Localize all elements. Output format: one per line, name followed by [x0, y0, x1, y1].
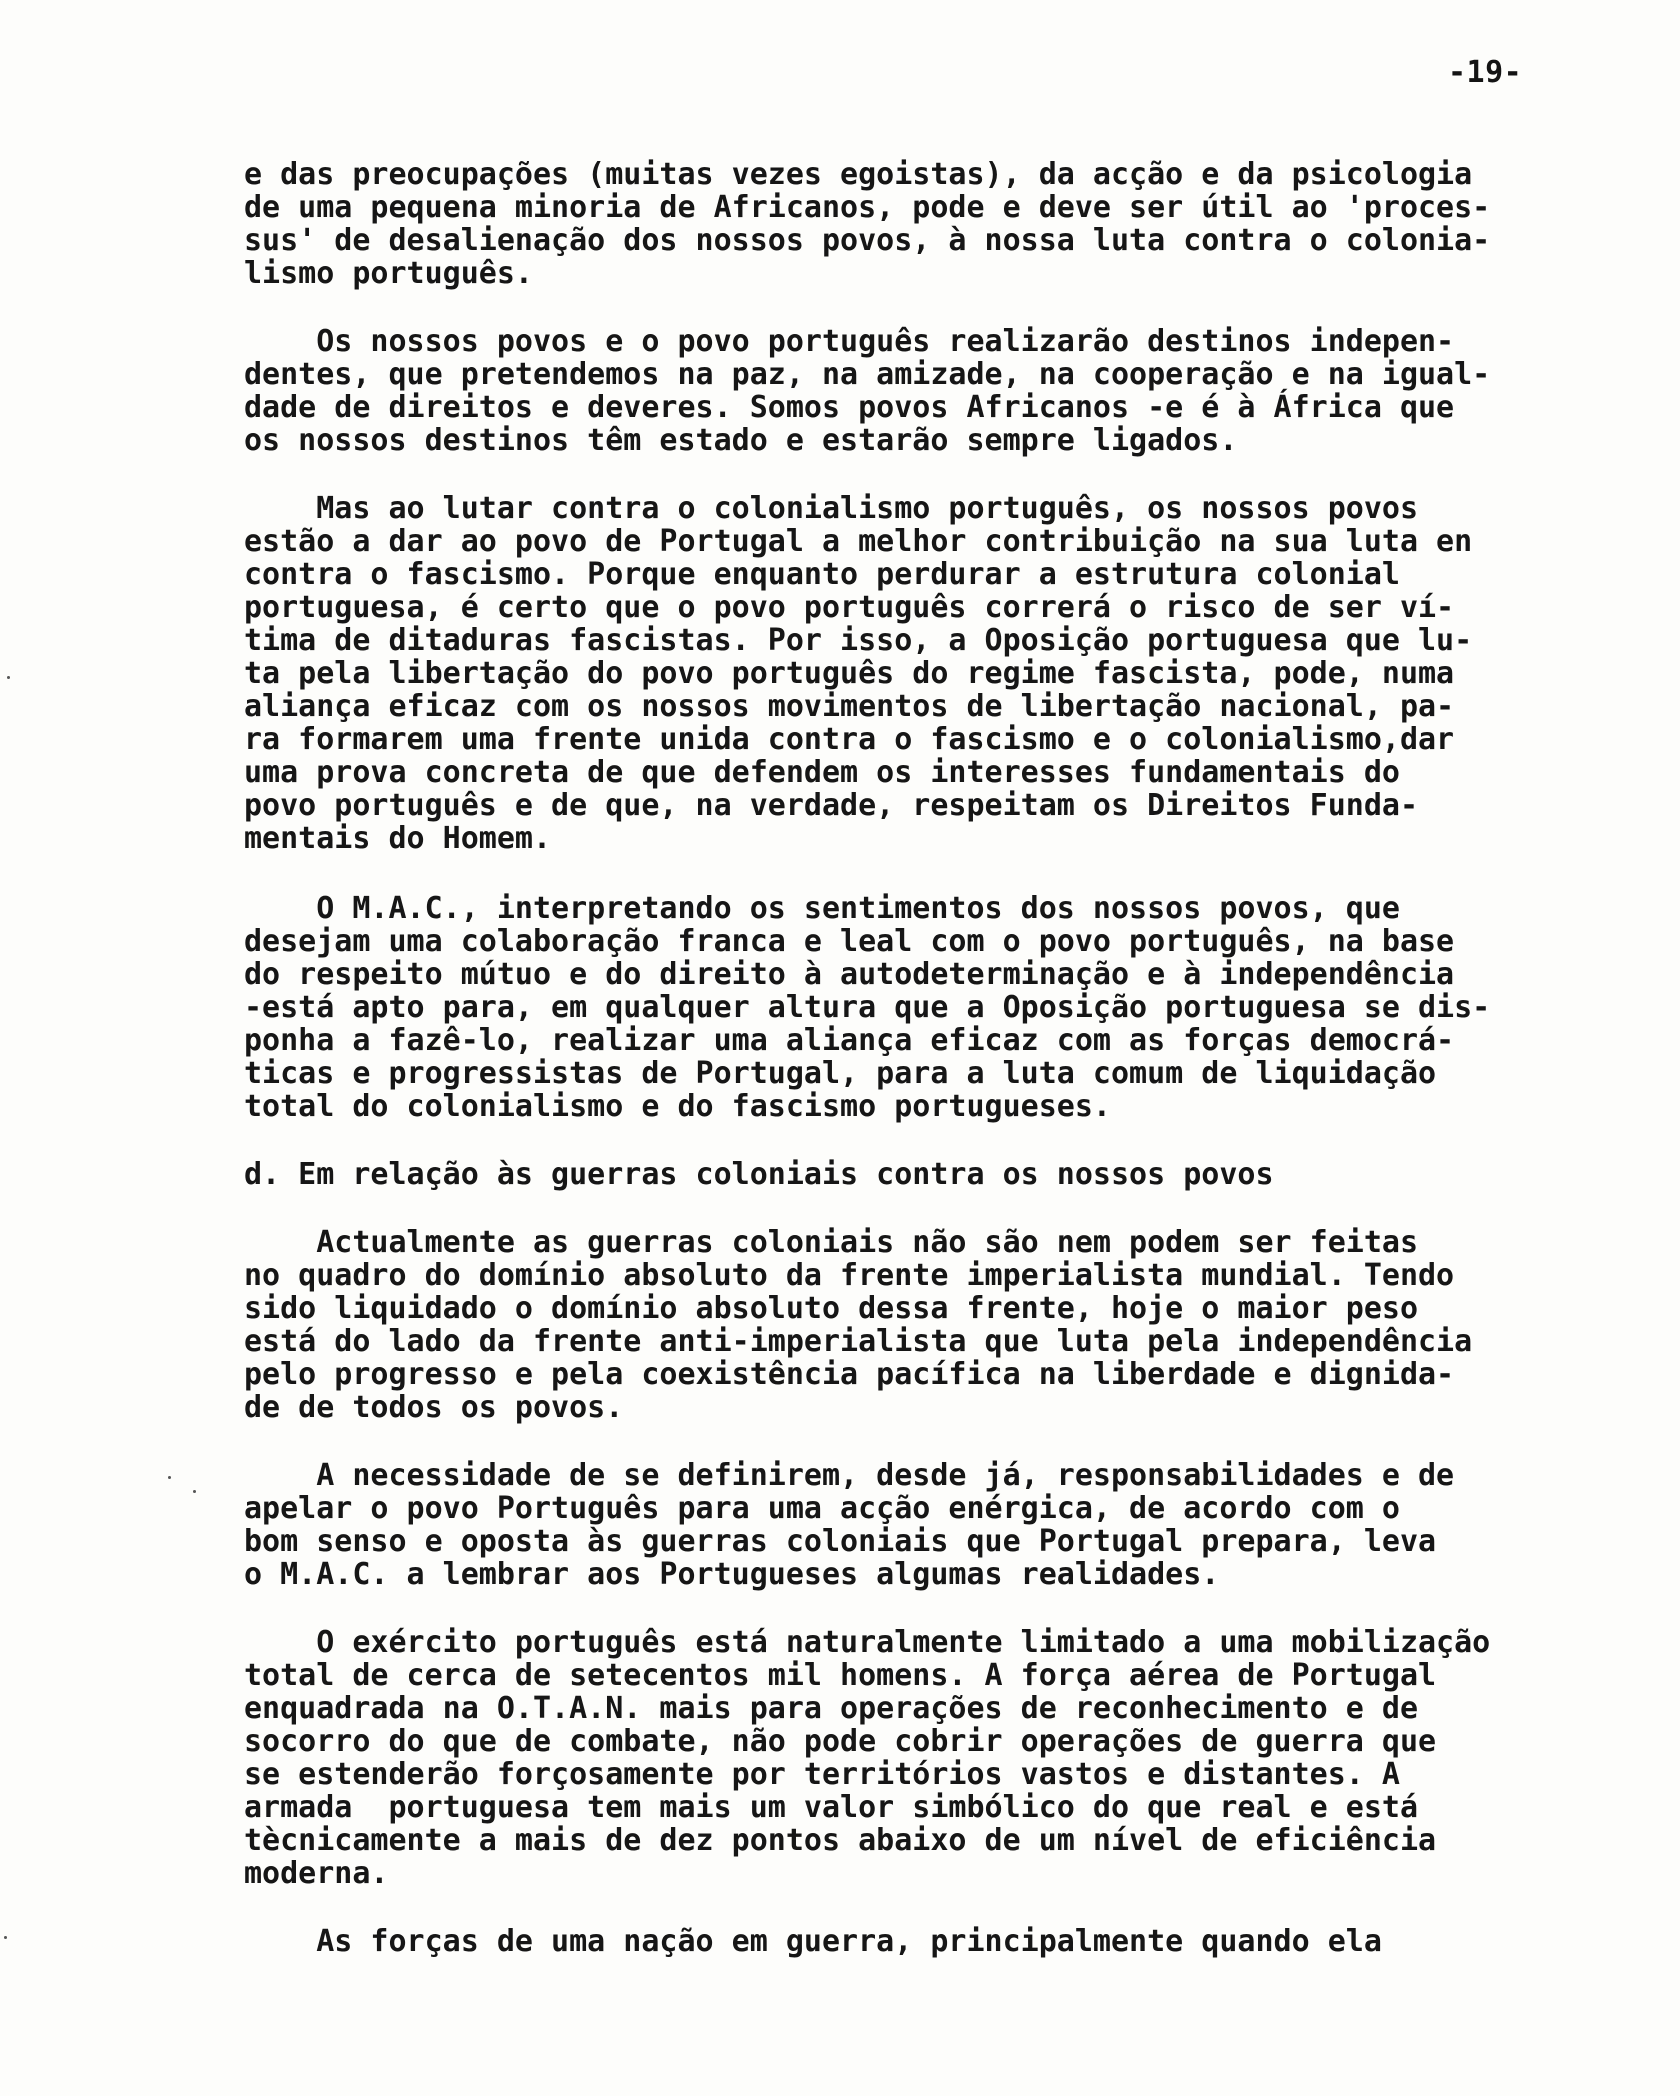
text-line: apelar o povo Português para uma acção enérgica, de acordo com o	[244, 1491, 1400, 1526]
text-line: contra o fascismo. Porque enquanto perdurar a estrutura colonial	[244, 557, 1400, 592]
text-line: estão a dar ao povo de Portugal a melhor contribuição na sua luta en	[244, 524, 1473, 559]
text-line: uma prova concreta de que defendem os interesses fundamentais do	[244, 755, 1400, 790]
text-line: total de cerca de setecentos mil homens. A força aérea de Portugal	[244, 1658, 1437, 1693]
text-line: de de todos os povos.	[244, 1390, 624, 1425]
text-line: Mas ao lutar contra o colonialismo português, os nossos povos	[244, 491, 1418, 526]
page-number: -19-	[1448, 55, 1523, 90]
text-line: dade de direitos e deveres. Somos povos Africanos -e é à África que	[244, 390, 1455, 425]
section-heading: d. Em relação às guerras coloniais contra os nossos povos	[244, 1157, 1274, 1192]
text-line: armada portuguesa tem mais um valor simbólico do que real e está	[244, 1790, 1418, 1825]
text-line: tima de ditaduras fascistas. Por isso, a Oposição portuguesa que lu-	[244, 623, 1473, 658]
text-line: pelo progresso e pela coexistência pacífica na liberdade e dignida-	[244, 1357, 1455, 1392]
text-line: aliança eficaz com os nossos movimentos de libertação nacional, pa-	[244, 689, 1455, 724]
text-line: se estenderão forçosamente por territórios vastos e distantes. A	[244, 1757, 1400, 1792]
text-line: enquadrada na O.T.A.N. mais para operações de reconhecimento e de	[244, 1691, 1418, 1726]
text-line: povo português e de que, na verdade, respeitam os Direitos Funda-	[244, 788, 1418, 823]
text-line: total do colonialismo e do fascismo portugueses.	[244, 1089, 1111, 1124]
text-line: ta pela libertação do povo português do regime fascista, pode, numa	[244, 656, 1455, 691]
text-line: e das preocupações (muitas vezes egoistas), da acção e da psicologia	[244, 157, 1473, 192]
text-line: dentes, que pretendemos na paz, na amizade, na cooperação e na igual-	[244, 357, 1491, 392]
text-line: os nossos destinos têm estado e estarão sempre ligados.	[244, 423, 1238, 458]
text-line: socorro do que de combate, não pode cobrir operações de guerra que	[244, 1724, 1437, 1759]
text-line: moderna.	[244, 1856, 389, 1891]
text-line: As forças de uma nação em guerra, principalmente quando ela	[244, 1924, 1382, 1959]
text-line: no quadro do domínio absoluto da frente imperialista mundial. Tendo	[244, 1258, 1455, 1293]
text-line: O exército português está naturalmente limitado a uma mobilização	[244, 1625, 1491, 1660]
text-line: do respeito mútuo e do direito à autodeterminação e à independência	[244, 957, 1455, 992]
text-line: está do lado da frente anti-imperialista que luta pela independência	[244, 1324, 1473, 1359]
text-line: mentais do Homem.	[244, 821, 552, 856]
text-line: O M.A.C., interpretando os sentimentos dos nossos povos, que	[244, 891, 1400, 926]
paper-speck	[4, 1936, 7, 1939]
text-line: sus' de desalienação dos nossos povos, à nossa luta contra o colonia-	[244, 223, 1491, 258]
text-line: de uma pequena minoria de Africanos, pode e deve ser útil ao 'proces-	[244, 190, 1491, 225]
text-line: portuguesa, é certo que o povo português correrá o risco de ser ví-	[244, 590, 1455, 625]
paper-speck	[7, 676, 10, 679]
text-line: desejam uma colaboração franca e leal com o povo português, na base	[244, 924, 1455, 959]
text-line: Actualmente as guerras coloniais não são nem podem ser feitas	[244, 1225, 1418, 1260]
text-line: tècnicamente a mais de dez pontos abaixo de um nível de eficiência	[244, 1823, 1437, 1858]
paper-speck	[168, 1476, 171, 1479]
text-line: ra formarem uma frente unida contra o fascismo e o colonialismo,dar	[244, 722, 1455, 757]
text-line: bom senso e oposta às guerras coloniais que Portugal prepara, leva	[244, 1524, 1437, 1559]
text-line: Os nossos povos e o povo português realizarão destinos indepen-	[244, 324, 1455, 359]
text-line: o M.A.C. a lembrar aos Portugueses algumas realidades.	[244, 1557, 1220, 1592]
text-line: ticas e progressistas de Portugal, para a luta comum de liquidação	[244, 1056, 1437, 1091]
text-line: ponha a fazê-lo, realizar uma aliança eficaz com as forças democrá-	[244, 1023, 1455, 1058]
text-line: lismo português.	[244, 256, 533, 291]
text-line: sido liquidado o domínio absoluto dessa frente, hoje o maior peso	[244, 1291, 1418, 1326]
text-line: A necessidade de se definirem, desde já, responsabilidades e de	[244, 1458, 1455, 1493]
paper-speck	[193, 1490, 196, 1493]
text-line: -está apto para, em qualquer altura que a Oposição portuguesa se dis-	[244, 990, 1491, 1025]
